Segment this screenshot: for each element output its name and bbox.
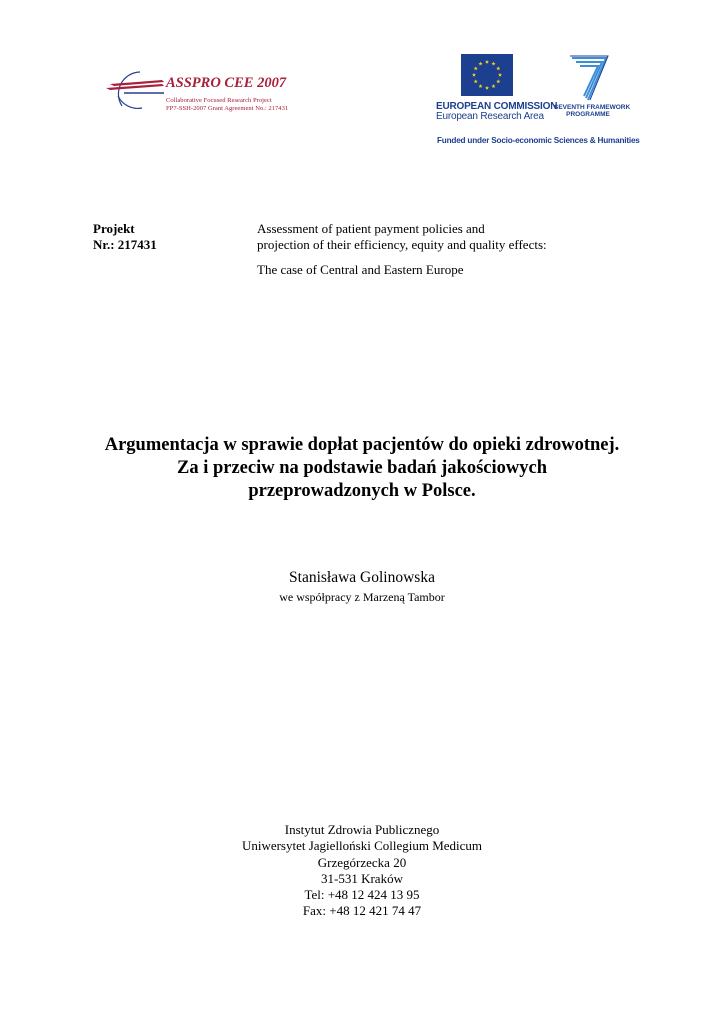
document-title-line2: Za i przeciw na podstawie badań jakościowych [176, 458, 548, 478]
eu-commission-label: EUROPEAN COMMISSION [436, 101, 558, 112]
project-description-line2: projection of their efficiency, equity and quality effects: [257, 237, 547, 252]
institution-street: Grzegórzecka 20 [317, 854, 407, 870]
document-title-line1: Argumentacja w sprawie dopłat pacjentów do opieki zdrowotnej. [104, 435, 620, 455]
author-name: Stanisława Golinowska [289, 569, 435, 586]
fp7-logo-icon [566, 54, 610, 102]
fp7-programme-line2: PROGRAMME [566, 111, 610, 118]
eu-funded-label: Funded under Socio-economic Sciences & Humanities [437, 136, 640, 145]
asspro-title: ASSPRO CEE 2007 [166, 75, 287, 91]
institution-address [0, 822, 724, 920]
project-description-line3: The case of Central and Eastern Europe [257, 262, 464, 277]
asspro-subtitle-2: FP7-SSH-2007 Grant Agreement No.: 217431 [166, 105, 289, 112]
project-label: Projekt [93, 221, 135, 236]
document-title-line3: przeprowadzonych w Polsce. [248, 481, 476, 501]
institution-name: Instytut Zdrowia Publicznego [284, 822, 440, 837]
eu-research-area-label: European Research Area [436, 111, 544, 122]
institution-city: 31-531 Kraków [321, 870, 403, 886]
institution-university: Uniwersytet Jagielloński Collegium Medicum [241, 838, 483, 854]
author-collaboration: we współpracy z Marzeną Tambor [279, 590, 445, 604]
project-description-line1: Assessment of patient payment policies and [257, 221, 485, 236]
document-title [0, 434, 724, 503]
institution-fax: Fax: +48 12 421 74 47 [302, 903, 422, 919]
eu-flag-icon [461, 54, 513, 96]
asspro-subtitle-1: Collaborative Focused Research Project [166, 97, 272, 104]
project-number: Nr.: 217431 [93, 237, 157, 252]
institution-phone: Tel: +48 12 424 13 95 [304, 887, 420, 903]
fp7-programme-line1: SEVENTH FRAMEWORK [554, 104, 631, 111]
